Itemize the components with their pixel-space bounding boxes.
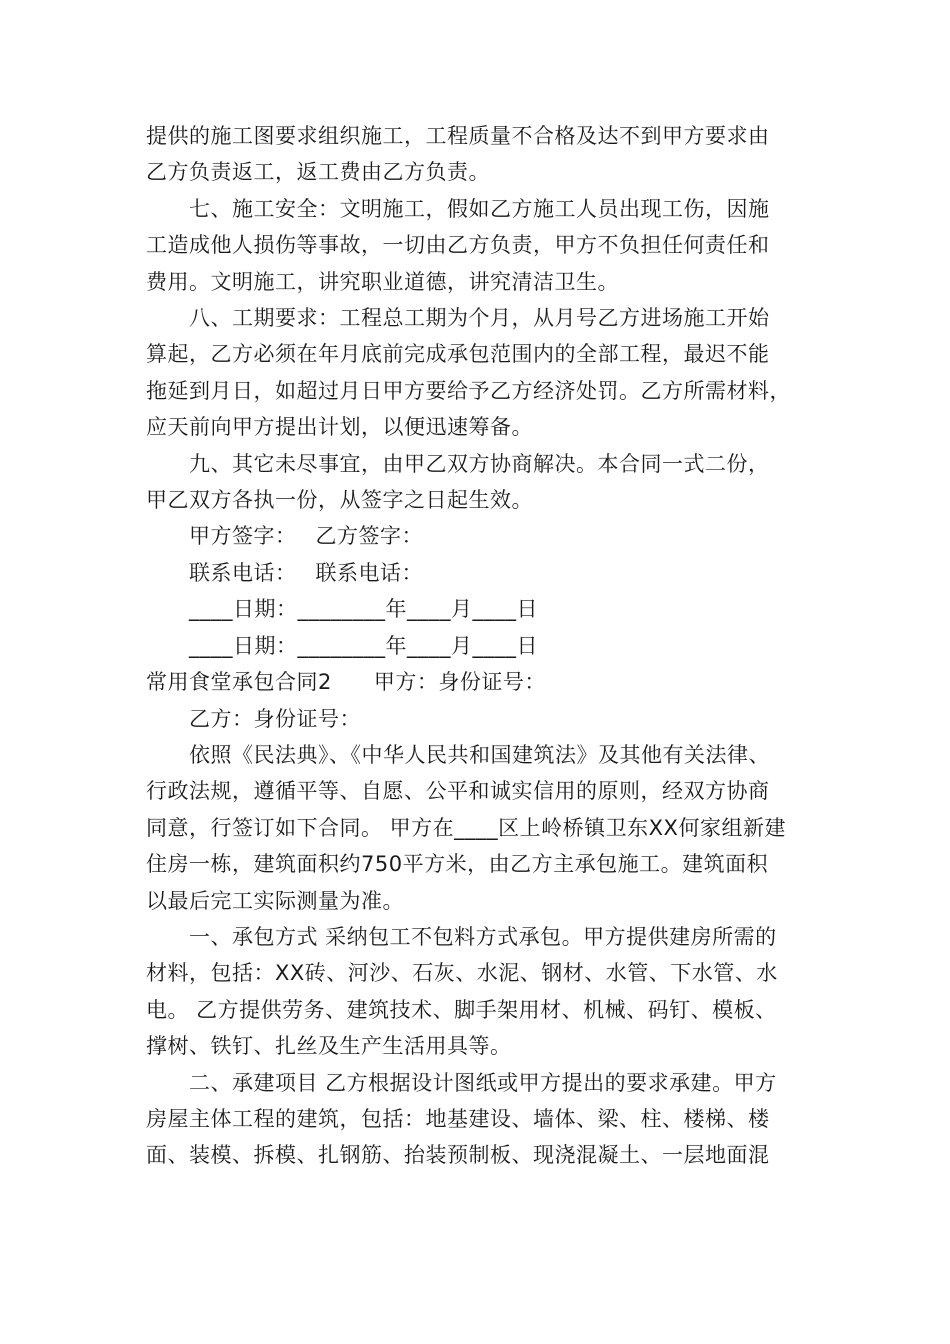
paragraph-line: 算起，乙方必须在年月底前完成承包范围内的全部工程，最迟不能 xyxy=(146,342,770,367)
party-a-id-label: 甲方：身份证号： xyxy=(373,670,546,695)
paragraph-line: 乙方负责返工，返工费由乙方负责。 xyxy=(146,160,490,185)
paragraph-line: 房屋主体工程的建筑，包括：地基建设、墙体、梁、柱、楼梯、楼 xyxy=(146,1106,770,1131)
paragraph-line: 住房一栋，建筑面积约750平方米，由乙方主承包施工。建筑面积 xyxy=(146,852,769,877)
contract-title: 常用食堂承包合同2 xyxy=(146,670,332,695)
paragraph-line: 材料，包括：XX砖、河沙、石灰、水泥、钢材、水管、下水管、水 xyxy=(146,961,778,986)
paragraph-line: 行政法规，遵循平等、自愿、公平和诚实信用的原则，经双方协商 xyxy=(146,779,770,804)
clause-seven: 七、施工安全：文明施工，假如乙方施工人员出现工伤，因施 xyxy=(189,196,770,221)
paragraph-line: 面、装模、拆模、扎钢筋、抬装预制板、现浇混凝土、一层地面混 xyxy=(146,1143,770,1168)
paragraph-line: 提供的施工图要求组织施工，工程质量不合格及达不到甲方要求由 xyxy=(146,124,770,148)
party-b-signature-label: 乙方签字： xyxy=(315,524,423,549)
document-body xyxy=(146,118,826,1174)
signature-line xyxy=(146,518,826,554)
phone-line xyxy=(146,555,826,591)
preamble: 依照《民法典》、《中华人民共和国建筑法》及其他有关法律、 xyxy=(189,742,770,767)
paragraph-line: 撑树、铁钉、扎丝及生产生活用具等。 xyxy=(146,1034,512,1059)
clause-nine: 九、其它未尽事宜，由甲乙双方协商解决。本合同一式二份， xyxy=(189,451,770,476)
paragraph-line: 以最后完工实际测量为准。 xyxy=(146,888,404,913)
paragraph-line: 同意，行签订如下合同。 甲方在____区上岭桥镇卫东XX何家组新建 xyxy=(146,815,786,840)
paragraph-line: 费用。文明施工，讲究职业道德，讲究清洁卫生。 xyxy=(146,269,619,294)
paragraph-line: 应天前向甲方提出计划，以便迅速筹备。 xyxy=(146,415,533,440)
party-a-signature-label: 甲方签字： xyxy=(189,524,297,549)
date-line-party-a: ____日期：________年____月____日 xyxy=(189,597,538,622)
paragraph-line: 拖延到月日，如超过月日甲方要给予乙方经济处罚。乙方所需材料， xyxy=(146,378,791,403)
paragraph-line: 工造成他人损伤等事故，一切由乙方负责，甲方不负担任何责任和 xyxy=(146,233,770,258)
paragraph-line: 电。 乙方提供劳务、建筑技术、脚手架用材、机械、码钉、模板、 xyxy=(146,997,777,1022)
clause-one: 一、承包方式 采纳包工不包料方式承包。甲方提供建房所需的 xyxy=(189,924,777,949)
party-b-phone-label: 联系电话： xyxy=(315,560,423,585)
party-b-id-label: 乙方：身份证号： xyxy=(189,706,361,731)
date-line-party-b: ____日期：________年____月____日 xyxy=(189,633,538,658)
paragraph-line: 甲乙双方各执一份，从签字之日起生效。 xyxy=(146,488,533,513)
contract-title-line xyxy=(146,664,826,700)
clause-eight: 八、工期要求：工程总工期为个月，从月号乙方进场施工开始 xyxy=(189,306,770,331)
clause-two: 二、承建项目 乙方根据设计图纸或甲方提出的要求承建。甲方 xyxy=(189,1070,777,1095)
party-a-phone-label: 联系电话： xyxy=(189,560,297,585)
